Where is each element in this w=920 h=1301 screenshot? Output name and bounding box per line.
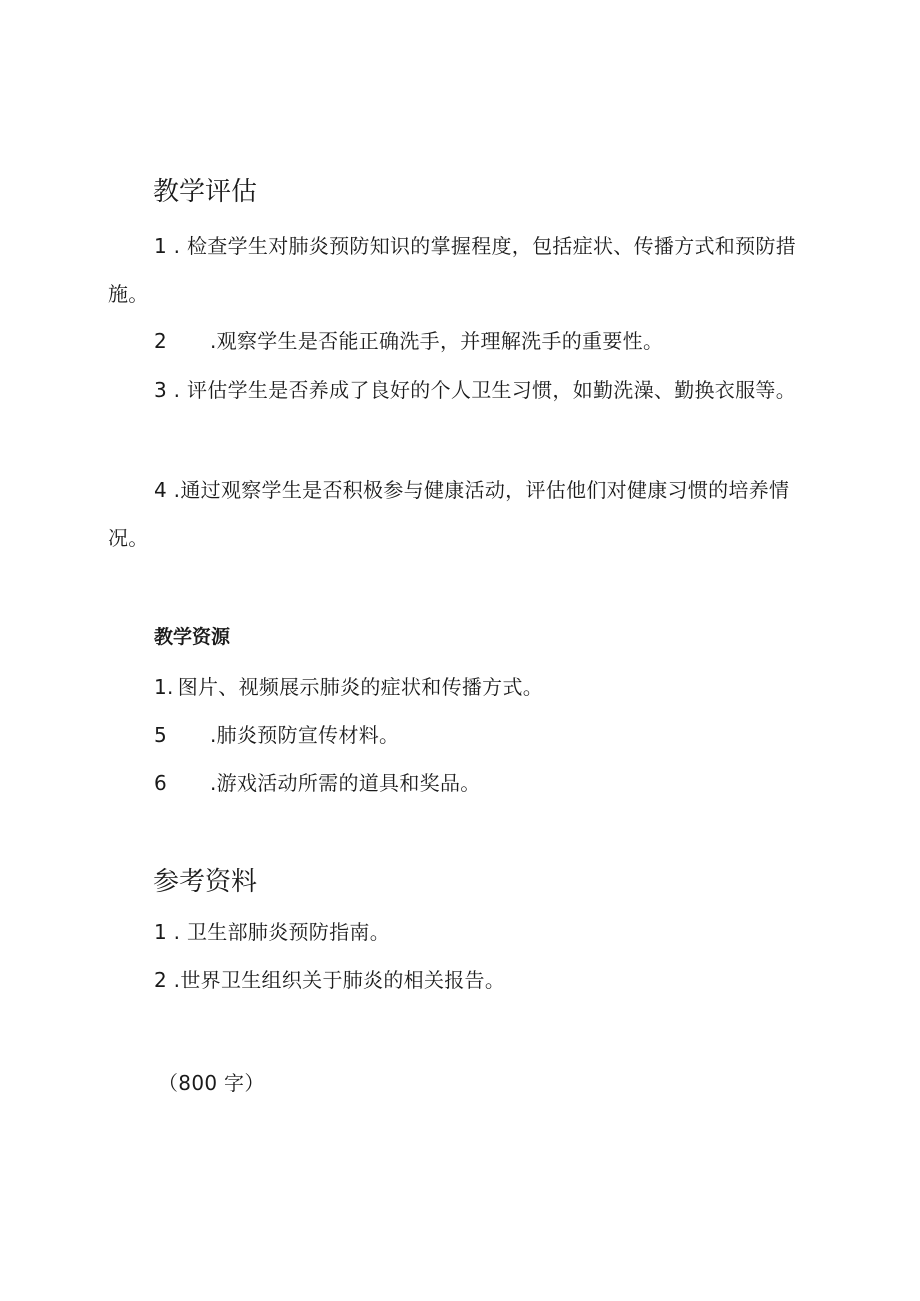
assessment-item-2	[154, 327, 663, 355]
references-heading: 参考资料	[153, 867, 258, 897]
resources-item-3-text: .游戏活动所需的道具和奖品。	[210, 771, 481, 795]
references-item-2: 2 .世界卫生组织关于肺炎的相关报告。	[154, 968, 506, 992]
resources-item-1-text: 图片、视频展示肺炎的症状和传播方式。	[177, 675, 544, 699]
assessment-item-4: 4 .通过观察学生是否积极参与健康活动，评估他们对健康习惯的培养情况。	[108, 478, 790, 550]
resources-item-2-text: .肺炎预防宣传材料。	[210, 723, 400, 747]
assessment-item-3: 3 . 评估学生是否养成了良好的个人卫生习惯，如勤洗澡、勤换衣服等。	[154, 378, 796, 402]
assessment-heading: 教学评估	[153, 177, 258, 207]
assessment-item-1: 1 . 检查学生对肺炎预防知识的掌握程度，包括症状、传播方式和预防措施。	[108, 234, 796, 306]
resources-item-1	[154, 673, 543, 701]
resources-item-2	[154, 721, 399, 749]
assessment-item-2-number: 2	[154, 329, 168, 353]
resources-item-1-number: 1.	[154, 675, 174, 699]
word-count: （800 字）	[158, 1071, 265, 1095]
resources-item-2-number: 5	[154, 723, 168, 747]
resources-heading: 教学资源	[154, 626, 231, 648]
references-item-1: 1 . 卫生部肺炎预防指南。	[154, 920, 390, 944]
resources-item-3	[154, 769, 481, 797]
assessment-item-2-text: .观察学生是否能正确洗手，并理解洗手的重要性。	[210, 329, 664, 353]
resources-item-3-number: 6	[154, 771, 168, 795]
